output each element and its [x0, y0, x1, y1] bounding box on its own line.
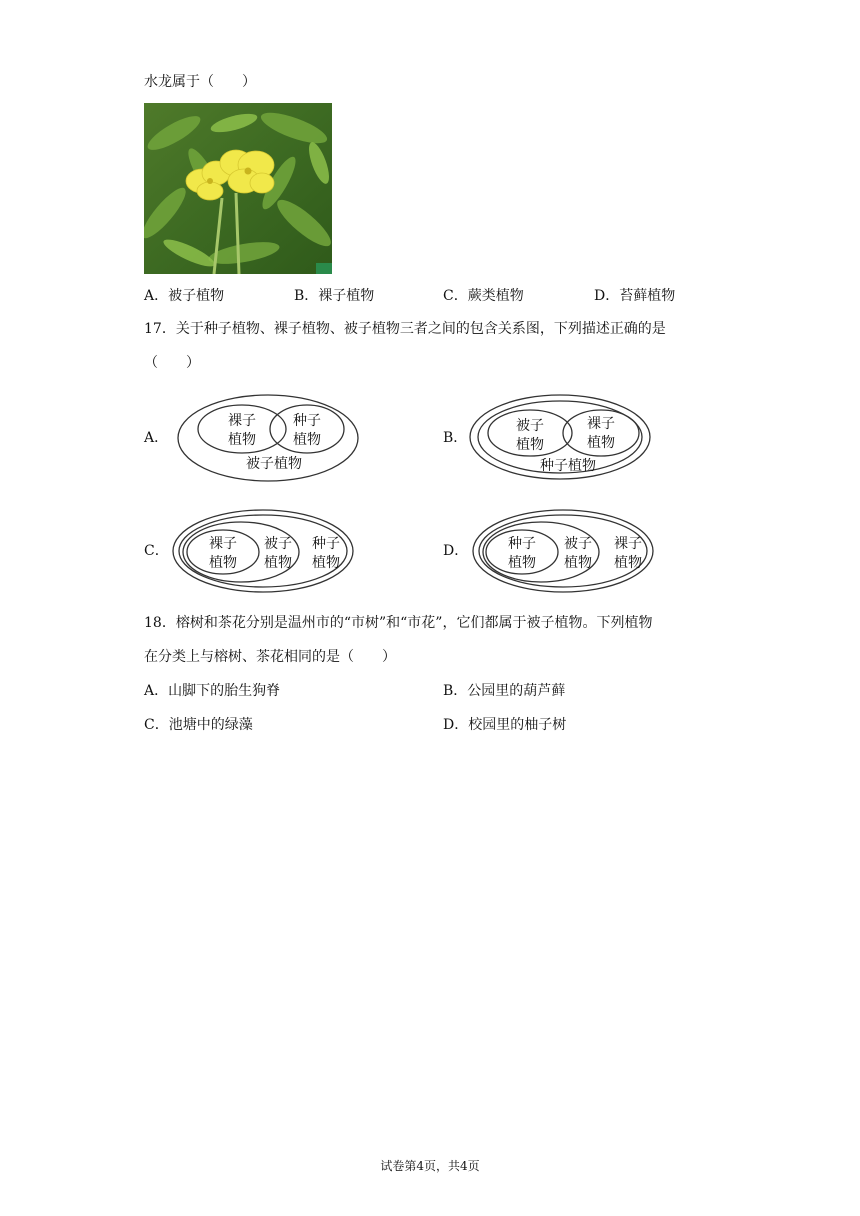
c-inner-line1: 裸子 [209, 536, 237, 552]
a-inner1-line1: 裸子 [228, 413, 256, 429]
q18-option-c: C．池塘中的绿藻 [144, 717, 253, 733]
c-inner-line2: 植物 [209, 555, 237, 571]
q16-option-c: C．蕨类植物 [443, 288, 524, 304]
q16-option-a: A．被子植物 [144, 288, 225, 304]
middle-ellipse [483, 522, 599, 582]
d-middle-line2: 植物 [564, 555, 592, 571]
q17-option-c-diagram [170, 507, 360, 601]
q18-option-b: B．公园里的葫芦藓 [443, 683, 566, 699]
d-outer-line1: 裸子 [614, 536, 642, 552]
b-inner1-line2: 植物 [516, 437, 544, 453]
q18-option-d: D．校园里的柚子树 [443, 717, 567, 733]
a-inner2-line1: 种子 [293, 413, 321, 429]
a-inner1-line2: 植物 [228, 432, 256, 448]
c-middle-line1: 被子 [264, 536, 292, 552]
c-outer-line2: 植物 [312, 555, 340, 571]
q17-option-d-letter: D． [443, 543, 469, 559]
b-inner1-line1: 被子 [516, 418, 544, 434]
a-outer-label: 被子植物 [246, 456, 302, 472]
flower-photo-icon [144, 103, 332, 274]
d-inner-line1: 种子 [508, 536, 536, 552]
b-inner2-line1: 裸子 [587, 416, 615, 432]
d-outer-line2: 植物 [614, 555, 642, 571]
q17-stem-line1: 17．关于种子植物、裸子植物、被子植物三者之间的包含关系图，下列描述正确的是 [144, 321, 666, 337]
q17-option-a-diagram [170, 390, 370, 490]
q17-option-b-letter: B． [443, 430, 468, 446]
q16-stem: 水龙属于（ ） [144, 74, 256, 90]
middle-ellipse [183, 522, 299, 582]
d-inner-line2: 植物 [508, 555, 536, 571]
q17-stem-line2: （ ） [144, 355, 200, 371]
q16-option-d: D．苔藓植物 [594, 288, 676, 304]
c-outer-line1: 种子 [312, 536, 340, 552]
q17-option-a-letter: A． [144, 430, 169, 446]
b-inner2-line2: 植物 [587, 435, 615, 451]
q17-option-b-diagram [468, 392, 658, 486]
q18-stem-line2: 在分类上与榕树、茶花相同的是（ ） [144, 649, 396, 665]
q17-option-d-diagram [470, 507, 660, 601]
q17-option-c-letter: C． [144, 543, 169, 559]
b-outer-label: 种子植物 [540, 458, 596, 474]
q16-option-b: B．裸子植物 [294, 288, 375, 304]
c-middle-line2: 植物 [264, 555, 292, 571]
d-middle-line1: 被子 [564, 536, 592, 552]
q18-stem-line1: 18．榕树和茶花分别是温州市的“市树”和“市花”，它们都属于被子植物。下列植物 [144, 615, 653, 631]
page-footer: 试卷第4页，共4页 [380, 1159, 480, 1173]
a-inner2-line2: 植物 [293, 432, 321, 448]
q18-option-a: A．山脚下的胎生狗脊 [144, 683, 281, 699]
